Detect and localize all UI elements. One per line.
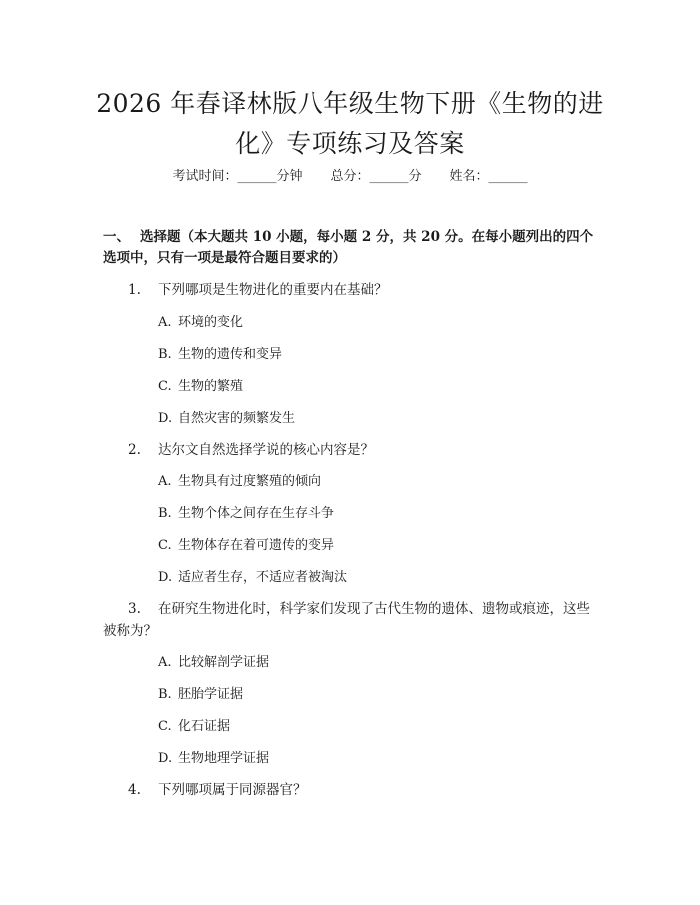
option-text: 化石证据: [178, 719, 231, 734]
option-text: 生物地理学证据: [178, 751, 270, 766]
question-text: 下列哪项是生物进化的重要内在基础？: [158, 282, 388, 298]
option-letter: A.: [158, 315, 172, 330]
question-text: 下列哪项属于同源器官？: [158, 782, 307, 798]
question-3-option-b: [158, 686, 243, 704]
option-text: 生物具有过度繁殖的倾向: [178, 474, 322, 489]
option-letter: A.: [158, 474, 172, 489]
name-field: 姓名：______: [449, 169, 528, 184]
question-3-option-c: [158, 718, 230, 736]
option-text: 环境的变化: [178, 315, 244, 330]
exam-time-field: 考试时间：______分钟: [172, 169, 303, 184]
question-2-option-a: [158, 473, 321, 491]
question-3-option-d: [158, 750, 269, 768]
section-heading: [103, 227, 603, 269]
question-1-option-a: [158, 314, 243, 332]
option-text: 生物的遗传和变异: [178, 347, 283, 362]
question-text-line-2: 被称为？: [103, 623, 157, 639]
question-number: 2.: [128, 442, 141, 458]
option-text: 自然灾害的频繁发生: [178, 411, 296, 426]
question-3-stem: [128, 598, 608, 620]
exam-info-line: [0, 168, 700, 186]
option-letter: B.: [158, 347, 172, 362]
question-2-option-c: [158, 537, 334, 555]
question-3-stem-continued: [103, 620, 583, 642]
option-text: 胚胎学证据: [178, 687, 244, 702]
question-1-option-d: [158, 410, 295, 428]
question-4-stem: [128, 779, 608, 801]
question-number: 3.: [128, 601, 141, 617]
question-2-option-b: [158, 505, 334, 523]
option-letter: D.: [158, 570, 173, 585]
option-text: 生物的繁殖: [178, 379, 244, 394]
question-number: 1.: [128, 282, 141, 298]
option-letter: B.: [158, 506, 172, 521]
section-instructions: 选择题（本大题共 10 小题，每小题 2 分，共 20 分。在每小题列出的四个选项中，只有一项是最符合题目要求的）: [103, 229, 594, 266]
option-letter: B.: [158, 687, 172, 702]
option-text: 生物个体之间存在生存斗争: [178, 506, 335, 521]
question-1-option-c: [158, 378, 243, 396]
option-letter: D.: [158, 411, 173, 426]
question-2-option-d: [158, 569, 347, 587]
section-number: 一、: [103, 229, 130, 245]
document-title: 2026 年春译林版八年级生物下册《生物的进化》专项练习及答案: [96, 89, 604, 158]
question-2-stem: [128, 439, 608, 461]
total-score-field: 总分：______分: [330, 169, 422, 184]
option-letter: C.: [158, 379, 172, 394]
question-1-option-b: [158, 346, 282, 364]
question-1-stem: [128, 279, 608, 301]
option-letter: A.: [158, 655, 172, 670]
question-text: 达尔文自然选择学说的核心内容是？: [158, 442, 374, 458]
option-text: 比较解剖学证据: [178, 655, 270, 670]
option-letter: D.: [158, 751, 173, 766]
option-text: 适应者生存，不适应者被淘汰: [178, 570, 348, 585]
question-3-option-a: [158, 654, 269, 672]
question-text-line-1: 在研究生物进化时，科学家们发现了古代生物的遗体、遗物或痕迹，这些: [158, 601, 590, 617]
question-number: 4.: [128, 782, 141, 798]
option-letter: C.: [158, 538, 172, 553]
option-letter: C.: [158, 719, 172, 734]
option-text: 生物体存在着可遗传的变异: [178, 538, 335, 553]
